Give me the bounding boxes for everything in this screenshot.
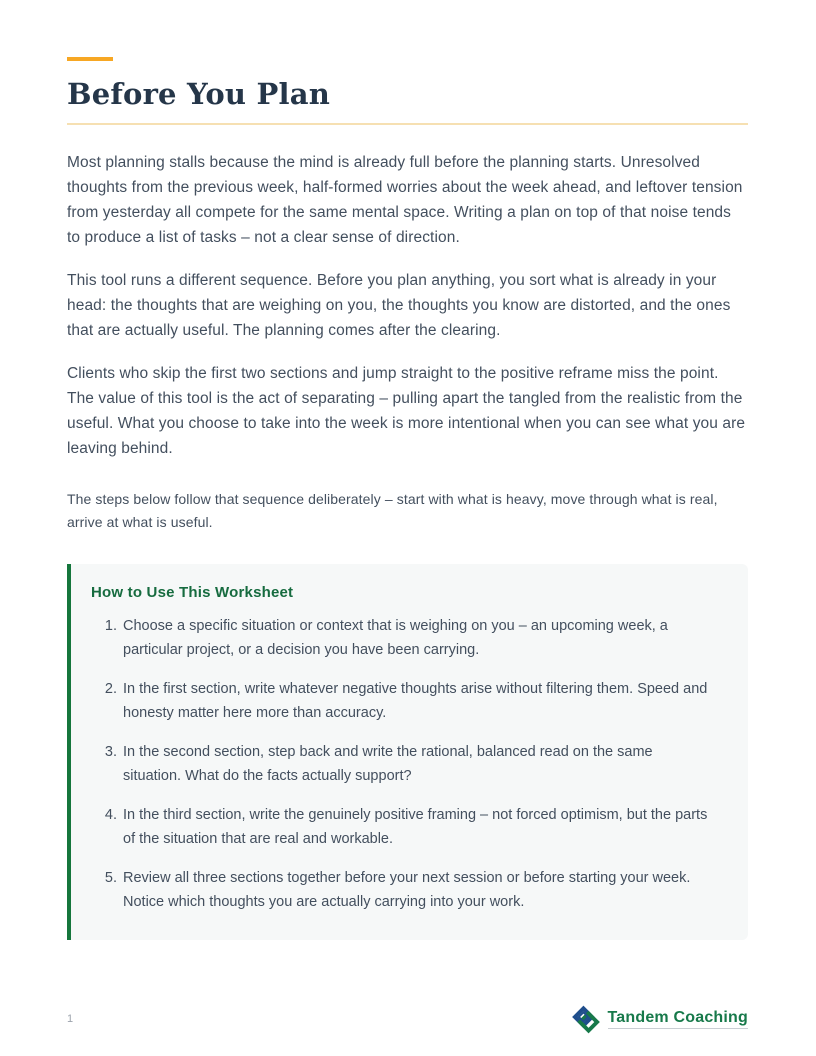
intro-paragraph: Most planning stalls because the mind is already full before the planning starts. Unresolved thoughts from the previous week, half-formed worries about the week ahead, and leftover tension from yesterday all compete for the same mental space. Writing a plan on top of that noise tends to produce a list of tasks – not a clear sense of direction.: [67, 154, 743, 247]
list-item-number: 2.: [104, 681, 117, 698]
list-item: [91, 867, 724, 914]
list-item-number: 1.: [104, 618, 117, 635]
page-content: [67, 57, 748, 940]
brand-logo: [571, 1005, 749, 1034]
list-item: [91, 741, 724, 788]
list-item-text: Choose a specific situation or context that is weighing on you – an upcoming week, a particular project, or a decision you have been carrying.: [123, 618, 668, 658]
tandem-diamond-icon: [571, 1005, 601, 1034]
instruction-list: [91, 615, 724, 914]
page-title: Before You Plan: [67, 78, 748, 125]
list-item-number: 4.: [104, 807, 117, 824]
list-item: [91, 678, 724, 725]
callout-heading: How to Use This Worksheet: [91, 584, 294, 602]
brand-name: Tandem Coaching: [608, 1009, 749, 1030]
intro-paragraph: Clients who skip the first two sections and jump straight to the positive reframe miss the point. The value of this tool is the act of separating – pulling apart the tangled from the realistic from the useful. What you choose to take into the week is more intentional when you can see what you are leaving behind.: [67, 365, 746, 458]
list-item-text: Review all three sections together before your next session or before starting your week. Notice which thoughts you are actually carrying into your work.: [123, 870, 691, 910]
list-item-text: In the second section, step back and write the rational, balanced read on the same situation. What do the facts actually support?: [123, 744, 653, 784]
list-item-number: 5.: [104, 870, 117, 887]
list-item-text: In the first section, write whatever negative thoughts arise without filtering them. Speed and honesty matter here more than accuracy.: [123, 681, 708, 721]
list-item: [91, 615, 724, 662]
intro-copy: [67, 150, 748, 534]
page-footer: [67, 1003, 748, 1035]
page-number: 1: [67, 1013, 74, 1025]
title-accent-bar: [67, 57, 113, 61]
how-to-use-callout: [67, 564, 748, 940]
intro-paragraph-note: The steps below follow that sequence deliberately – start with what is heavy, move through what is real, arrive at what is useful.: [67, 491, 718, 531]
intro-paragraph: This tool runs a different sequence. Before you plan anything, you sort what is already in your head: the thoughts that are weighing on you, the thoughts you know are distorted, and the ones that are actually useful. The planning comes after the clearing.: [67, 272, 731, 340]
list-item-number: 3.: [104, 744, 117, 761]
list-item: [91, 804, 724, 851]
list-item-text: In the third section, write the genuinely positive framing – not forced optimism, but the parts of the situation that are real and workable.: [123, 807, 708, 847]
